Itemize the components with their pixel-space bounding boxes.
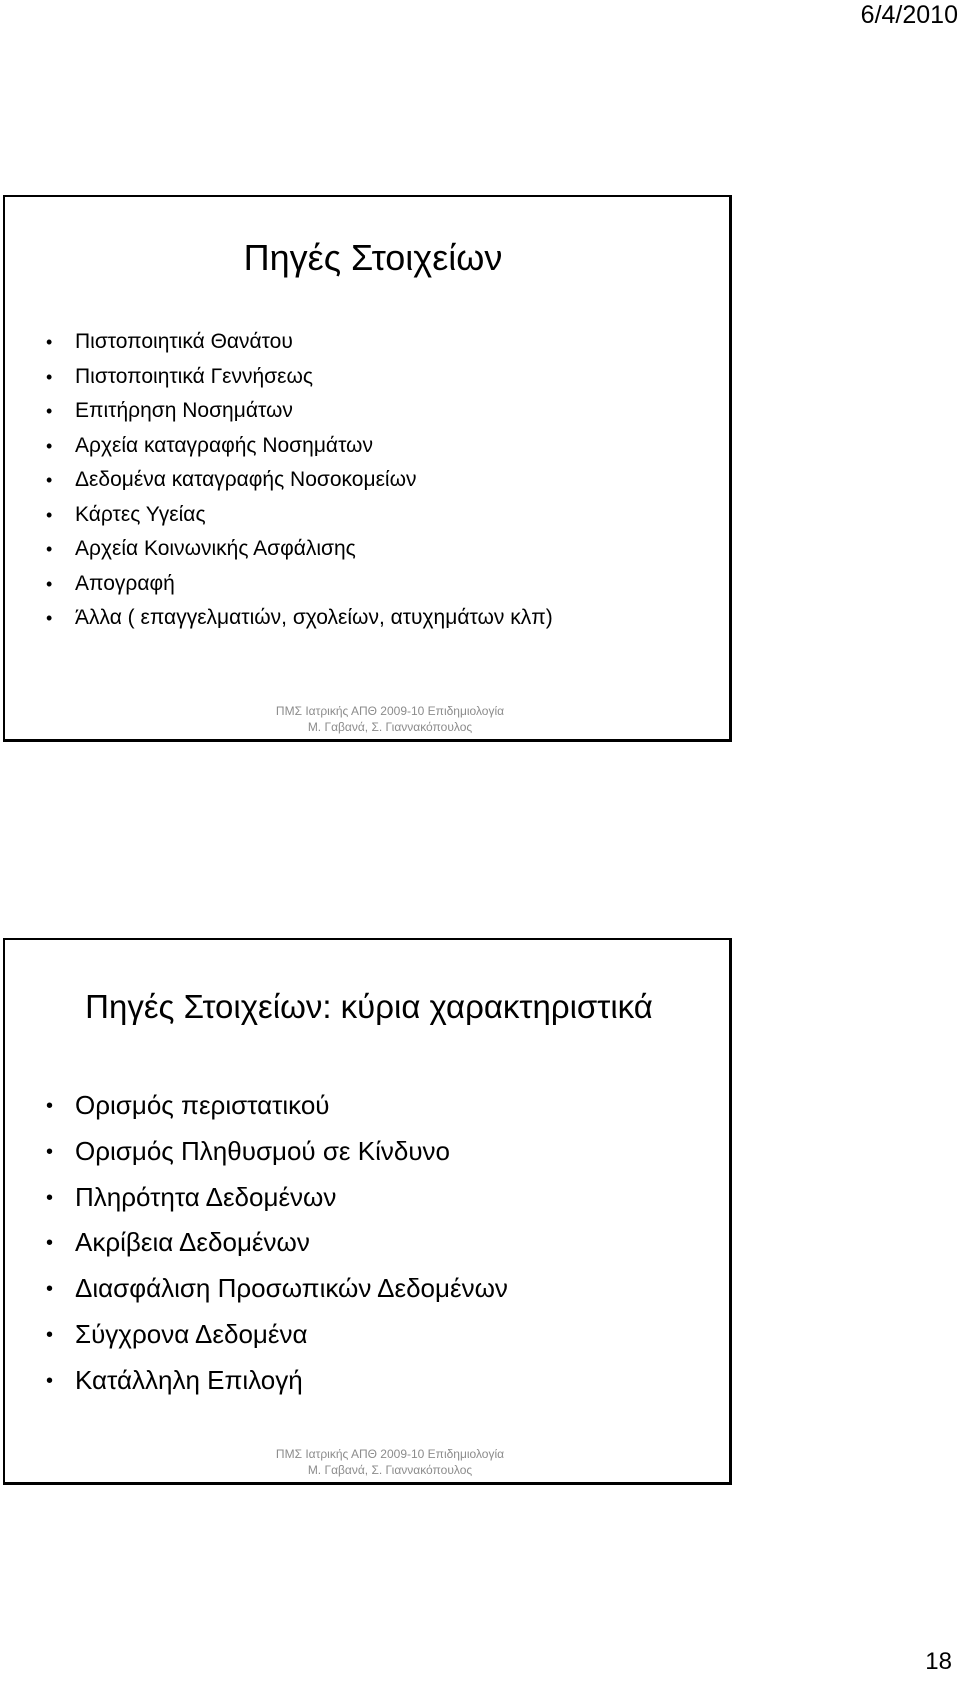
list-item xyxy=(45,1085,508,1131)
list-item-text: Άλλα ( επαγγελματιών, σχολείων, ατυχημάτων κλπ) xyxy=(75,606,553,629)
page-date: 6/4/2010 xyxy=(860,1,958,29)
list-item xyxy=(45,1177,508,1223)
bullet-icon: • xyxy=(46,1140,54,1163)
bullet-icon: • xyxy=(46,539,53,559)
footer-course: ΠΜΣ Ιατρικής ΑΠΘ 2009-10 Επιδημιολογία xyxy=(275,704,505,718)
slide-title: Πηγές Στοιχείων: κύρια χαρακτηριστικά xyxy=(85,988,653,1025)
bullet-icon: • xyxy=(46,401,53,421)
list-item xyxy=(45,1268,508,1314)
list-item xyxy=(45,569,553,604)
list-item-text: Κατάλληλη Επιλογή xyxy=(75,1364,303,1395)
list-item xyxy=(45,1131,508,1177)
list-item-text: Πιστοποιητικά Θανάτου xyxy=(75,330,293,353)
bullet-icon: • xyxy=(46,1323,54,1346)
list-item-text: Ακρίβεια Δεδομένων xyxy=(75,1227,310,1258)
list-item-text: Αρχεία Κοινωνικής Ασφάλισης xyxy=(75,537,356,560)
list-item xyxy=(45,500,553,535)
slide-footer xyxy=(51,703,729,735)
list-item-text: Σύγχρονα Δεδομένα xyxy=(75,1318,308,1349)
bullet-icon: • xyxy=(46,573,53,594)
list-item xyxy=(45,603,553,638)
slide-sources xyxy=(3,195,732,742)
bullet-icon: • xyxy=(46,1232,54,1255)
slide-footer xyxy=(51,1446,729,1478)
list-item xyxy=(45,1222,508,1268)
footer-authors: Μ. Γαβανά, Σ. Γιαννακόπουλος xyxy=(307,720,473,734)
slide-characteristics xyxy=(3,938,732,1485)
list-item-text: Απογραφή xyxy=(75,571,175,595)
page-number: 18 xyxy=(925,1648,952,1675)
slide-title: Πηγές Στοιχείων xyxy=(243,237,503,278)
list-item-text: Διασφάλιση Προσωπικών Δεδομένων xyxy=(75,1273,508,1304)
bullet-icon: • xyxy=(46,608,53,628)
bullet-icon: • xyxy=(46,1278,54,1301)
bullet-icon: • xyxy=(46,1095,54,1117)
list-item-text: Πιστοποιητικά Γεννήσεως xyxy=(75,364,314,388)
list-item xyxy=(45,327,553,362)
list-item xyxy=(45,362,553,397)
bullet-icon: • xyxy=(46,332,53,352)
bullet-icon: • xyxy=(46,504,53,525)
list-item xyxy=(45,431,553,466)
bullet-list xyxy=(45,1085,508,1406)
list-item xyxy=(45,465,553,500)
list-item-text: Πληρότητα Δεδομένων xyxy=(75,1181,337,1212)
list-item-text: Ορισμός περιστατικού xyxy=(75,1090,330,1120)
list-item xyxy=(45,534,553,569)
list-item-text: Κάρτες Υγείας xyxy=(75,502,206,526)
footer-authors: Μ. Γαβανά, Σ. Γιαννακόπουλος xyxy=(307,1463,473,1477)
list-item xyxy=(45,1314,508,1360)
list-item xyxy=(45,1360,508,1406)
footer-course: ΠΜΣ Ιατρικής ΑΠΘ 2009-10 Επιδημιολογία xyxy=(275,1447,505,1461)
list-item xyxy=(45,396,553,431)
bullet-icon: • xyxy=(46,435,53,456)
list-item-text: Ορισμός Πληθυσμού σε Κίνδυνο xyxy=(75,1135,451,1166)
bullet-icon: • xyxy=(46,470,53,490)
bullet-icon: • xyxy=(46,1186,54,1209)
list-item-text: Δεδομένα καταγραφής Νοσοκομείων xyxy=(75,468,417,491)
bullet-icon: • xyxy=(46,366,53,387)
bullet-list xyxy=(45,327,553,638)
bullet-icon: • xyxy=(46,1369,54,1392)
list-item-text: Επιτήρηση Νοσημάτων xyxy=(75,399,293,422)
list-item-text: Αρχεία καταγραφής Νοσημάτων xyxy=(75,433,373,457)
